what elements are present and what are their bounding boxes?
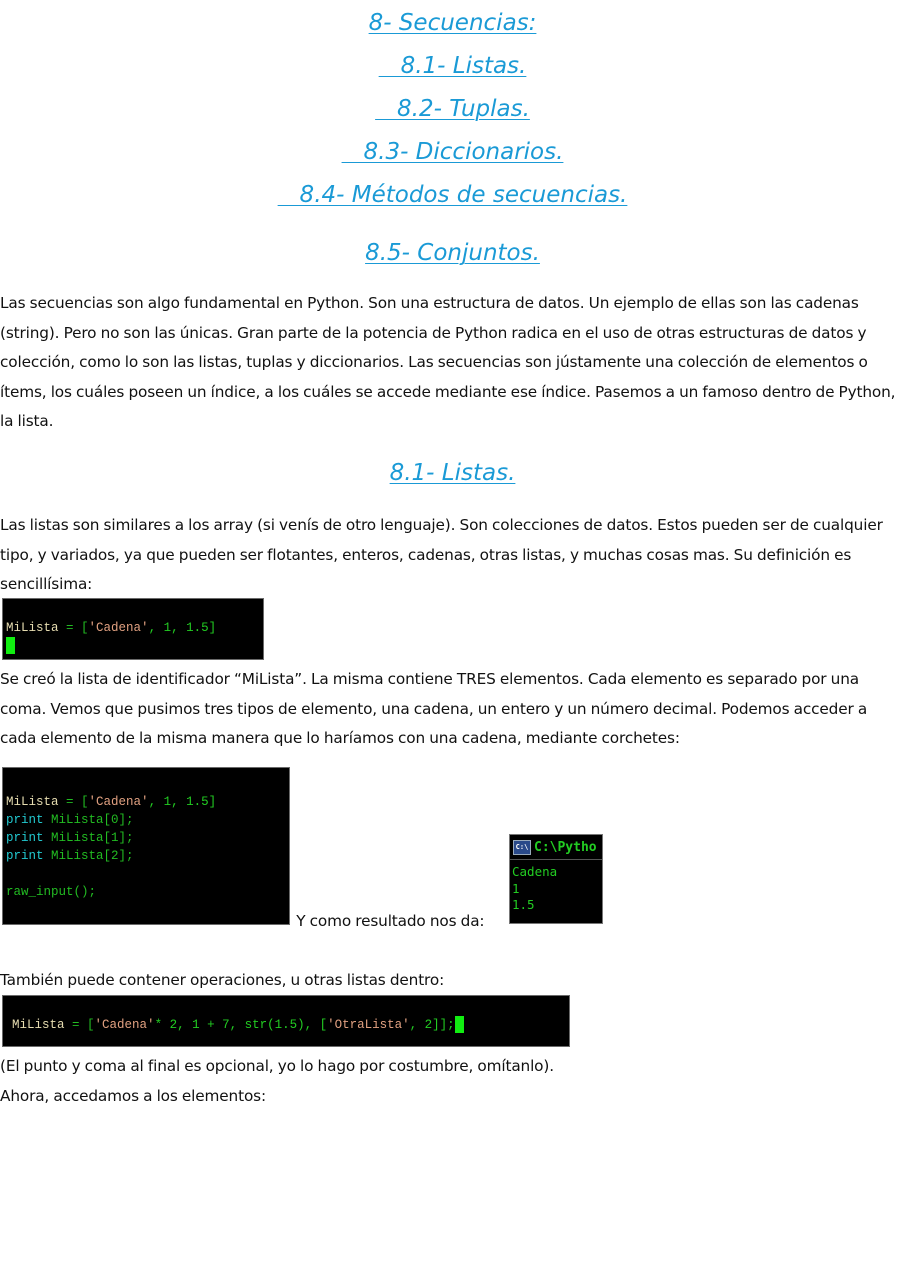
console-line: 1.5 — [512, 897, 535, 912]
code-screenshot-indexing — [2, 767, 290, 925]
section-heading-listas[interactable] — [0, 459, 905, 487]
code-bracket: [ — [81, 795, 89, 809]
console-titlebar — [510, 835, 602, 860]
code-args: MiLista[2]; — [43, 849, 134, 863]
console-line: Cadena — [512, 864, 558, 879]
code-line — [12, 1016, 569, 1034]
listas-paragraph-1: Las listas son similares a los array (si venís de otro lenguaje). Son colecciones de datos. Estos pueden ser de cualquier tipo, y variados, ya que pueden ser flotantes, enteros, cadenas, otras listas, y muchas cosas mas. Su definición es sencillísima: — [0, 516, 883, 594]
console-title: C:\Pytho — [534, 839, 597, 855]
code-line — [6, 847, 289, 865]
listas-paragraph-3: También puede contener operaciones, u otras listas dentro: — [0, 971, 445, 989]
toc-title-link[interactable] — [0, 9, 905, 37]
console-line: 1 — [512, 880, 520, 896]
code-keyword: print — [6, 831, 44, 845]
cursor-block — [455, 1016, 464, 1033]
code-function-call: raw_input(); — [6, 885, 97, 899]
code-line — [6, 793, 289, 811]
toc-title-text[interactable]: 8- Secuencias: — [368, 10, 537, 36]
code-screenshot-nested — [2, 995, 570, 1047]
toc-item-tuplas[interactable] — [0, 95, 905, 123]
code-identifier: MiLista — [6, 621, 59, 635]
code-keyword: print — [6, 849, 44, 863]
code-bracket: [ — [87, 1018, 95, 1032]
code-identifier: MiLista — [12, 1018, 65, 1032]
console-lines — [510, 860, 602, 914]
code-expression: * 2, 1 + 7, str(1.5), [ — [154, 1018, 328, 1032]
code-blank-line — [6, 865, 289, 883]
code-line — [6, 811, 289, 829]
cursor-block — [6, 637, 15, 654]
code-operator: = — [58, 621, 82, 635]
code-values: , 2]]; — [409, 1018, 455, 1032]
code-bracket: [ — [81, 621, 89, 635]
code-screenshot-definition — [2, 598, 264, 660]
toc-item-label[interactable]: 8.5- Conjuntos. — [365, 240, 540, 266]
toc-item-metodos[interactable] — [0, 181, 905, 209]
code-values: , 1, 1.5] — [148, 795, 217, 809]
cmd-icon: C:\ — [513, 840, 531, 855]
toc-item-label[interactable]: 8.2- Tuplas. — [375, 96, 530, 122]
code-values: , 1, 1.5] — [148, 621, 217, 635]
code-string: 'OtraLista' — [327, 1018, 410, 1032]
code-args: MiLista[0]; — [43, 813, 134, 827]
code-line — [6, 829, 289, 847]
toc-item-label[interactable]: 8.3- Diccionarios. — [341, 139, 564, 165]
code-line — [6, 619, 263, 637]
code-keyword: print — [6, 813, 44, 827]
console-output-screenshot — [509, 834, 603, 924]
code-string: 'Cadena' — [94, 1018, 155, 1032]
toc-item-conjuntos[interactable] — [0, 239, 905, 267]
toc-item-listas[interactable] — [0, 52, 905, 80]
section-heading-text[interactable]: 8.1- Listas. — [389, 460, 516, 486]
code-line — [6, 883, 289, 901]
intro-paragraph: Las secuencias son algo fundamental en Python. Son una estructura de datos. Un ejemplo de ellas son las cadenas (string). Pero no son las únicas. Gran parte de la potencia de Python radica en el uso de otras estructuras de datos y colección, como lo son las listas, tuplas y diccionarios. Las secuencias son jústamente una colección de elementos o ítems, los cuáles poseen un índice, a los cuáles se accede mediante ese índice. Pasemos a un famoso dentro de Python, la lista. — [0, 294, 896, 431]
toc-item-label[interactable]: 8.4- Métodos de secuencias. — [277, 182, 628, 208]
code-operator: = — [64, 1018, 88, 1032]
code-identifier: MiLista — [6, 795, 59, 809]
code-args: MiLista[1]; — [43, 831, 134, 845]
listas-paragraph-4: (El punto y coma al final es opcional, yo lo hago por costumbre, omítanlo). — [0, 1057, 554, 1075]
toc-item-label[interactable]: 8.1- Listas. — [378, 53, 527, 79]
result-label: Y como resultado nos da: — [292, 912, 489, 930]
code-operator: = — [58, 795, 82, 809]
listas-paragraph-5: Ahora, accedamos a los elementos: — [0, 1087, 266, 1105]
toc-item-diccionarios[interactable] — [0, 138, 905, 166]
listas-paragraph-2: Se creó la lista de identificador “MiLista”. La misma contiene TRES elementos. Cada elemento es separado por una coma. Vemos que pusimos tres tipos de elemento, una cadena, un entero y un número decimal. Podemos acceder a cada elemento de la misma manera que lo haríamos con una cadena, mediante corchetes: — [0, 670, 868, 748]
code-string: 'Cadena' — [88, 795, 149, 809]
code-string: 'Cadena' — [88, 621, 149, 635]
